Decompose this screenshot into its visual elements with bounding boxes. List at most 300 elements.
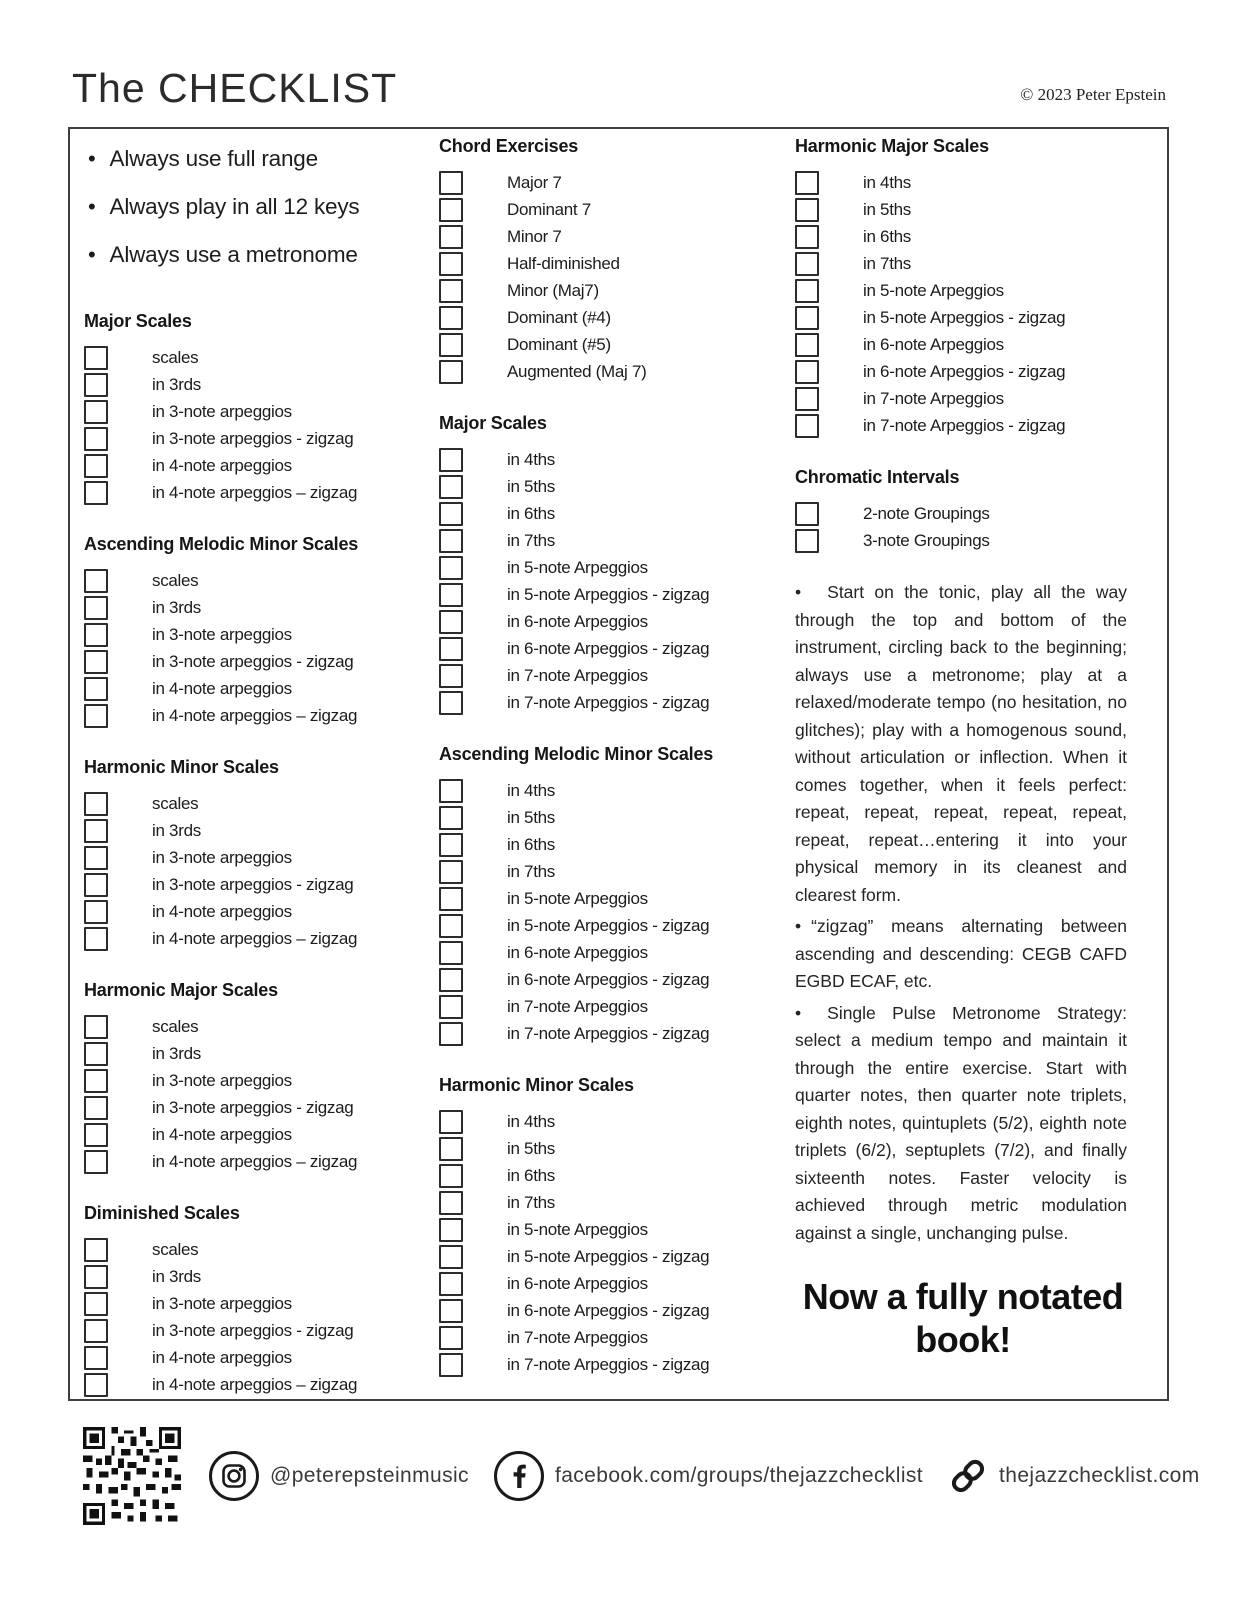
checkbox[interactable]: [84, 373, 108, 397]
section-heading: Major Scales: [84, 311, 192, 331]
checklist-item-label: in 7-note Arpeggios: [507, 997, 648, 1016]
checklist-item: [795, 306, 1131, 330]
checklist-item: [439, 448, 795, 472]
checklist-item-label: Major 7: [507, 173, 562, 192]
checkbox[interactable]: [84, 1069, 108, 1093]
checkbox[interactable]: [439, 1326, 463, 1350]
checkbox[interactable]: [439, 779, 463, 803]
checklist-item: [795, 360, 1131, 384]
checklist-item-label: in 7ths: [507, 531, 555, 550]
checklist-item-label: Minor (Maj7): [507, 281, 599, 300]
checkbox[interactable]: [795, 252, 819, 276]
checklist-item: [439, 252, 795, 276]
checkbox[interactable]: [795, 198, 819, 222]
checklist-item-label: in 5ths: [863, 200, 911, 219]
checklist-item-label: in 6-note Arpeggios: [863, 335, 1004, 354]
checkbox[interactable]: [84, 1373, 108, 1397]
checklist-item: [439, 198, 795, 222]
checkbox[interactable]: [84, 1015, 108, 1039]
checklist-item: [84, 1238, 439, 1262]
checklist-item: [84, 1042, 439, 1066]
column-left-sections: [84, 312, 439, 1397]
rule-item: [88, 145, 439, 172]
checklist-section: [439, 745, 795, 1046]
checklist-item-label: in 4-note arpeggios – zigzag: [152, 929, 358, 948]
checklist-section: [84, 758, 439, 951]
checklist: [84, 1238, 439, 1397]
checklist-item: [84, 927, 439, 951]
checkbox[interactable]: [84, 623, 108, 647]
checklist-item-label: in 3rds: [152, 821, 201, 840]
checklist-item: [439, 887, 795, 911]
checklist-section: [439, 1076, 795, 1377]
checklist-item: [84, 1123, 439, 1147]
checklist-item: [439, 779, 795, 803]
checklist-item-label: in 3-note arpeggios - zigzag: [152, 429, 354, 448]
checklist-item-label: in 3-note arpeggios - zigzag: [152, 875, 354, 894]
checkbox[interactable]: [439, 529, 463, 553]
bullet-icon: •: [795, 1002, 802, 1023]
checklist-item: [439, 225, 795, 249]
checkbox[interactable]: [795, 502, 819, 526]
checklist: [795, 171, 1131, 438]
checklist-item: [84, 792, 439, 816]
checklist-item-label: in 3-note arpeggios: [152, 1294, 292, 1313]
checklist-item: [84, 481, 439, 505]
checklist-item: [84, 650, 439, 674]
checklist-item-label: scales: [152, 1240, 199, 1259]
checklist: [439, 1110, 795, 1377]
checklist-item-label: 2-note Groupings: [863, 504, 990, 523]
checkbox[interactable]: [439, 860, 463, 884]
checkbox[interactable]: [439, 448, 463, 472]
checkbox[interactable]: [795, 333, 819, 357]
checkbox[interactable]: [795, 414, 819, 438]
checklist-item: [439, 171, 795, 195]
checklist-item-label: in 6-note Arpeggios: [507, 612, 648, 631]
checkbox[interactable]: [84, 1346, 108, 1370]
facebook-icon: [493, 1450, 545, 1502]
checkbox[interactable]: [439, 1245, 463, 1269]
checklist-item: [439, 968, 795, 992]
practice-note: [795, 579, 1127, 909]
checklist-item: [84, 873, 439, 897]
section-heading: Harmonic Minor Scales: [439, 1075, 634, 1095]
checklist-item: [439, 306, 795, 330]
checklist-item-label: in 4-note arpeggios: [152, 1348, 292, 1367]
checklist-item: [84, 623, 439, 647]
column-middle: [439, 137, 795, 1400]
checklist-item-label: 3-note Groupings: [863, 531, 990, 550]
column-left: [84, 137, 439, 1400]
checklist-item: [84, 1096, 439, 1120]
checklist-item-label: scales: [152, 794, 199, 813]
checklist: [84, 346, 439, 505]
checklist-item: [795, 387, 1131, 411]
checklist-item-label: in 5-note Arpeggios - zigzag: [507, 916, 710, 935]
checkbox[interactable]: [84, 900, 108, 924]
checkbox[interactable]: [795, 306, 819, 330]
qr-code: [80, 1424, 184, 1528]
checklist-item-label: in 7ths: [507, 862, 555, 881]
checklist-item: [84, 1015, 439, 1039]
practice-note: [795, 1000, 1127, 1248]
checklist-item: [439, 1272, 795, 1296]
facebook-url[interactable]: facebook.com/groups/thejazzchecklist: [554, 1464, 924, 1487]
instagram-link-group: [208, 1450, 469, 1502]
checkbox[interactable]: [84, 1123, 108, 1147]
checkbox[interactable]: [439, 995, 463, 1019]
checkbox[interactable]: [84, 792, 108, 816]
checkbox[interactable]: [84, 569, 108, 593]
checkbox[interactable]: [439, 691, 463, 715]
checklist-item-label: in 3-note arpeggios: [152, 625, 292, 644]
checklist-item: [84, 1069, 439, 1093]
section-heading: Chromatic Intervals: [795, 467, 960, 487]
checklist-item: [84, 1292, 439, 1316]
checkbox[interactable]: [439, 1299, 463, 1323]
checklist-item: [439, 279, 795, 303]
checklist-item: [439, 1353, 795, 1377]
checklist-item: [439, 995, 795, 1019]
section-heading: Harmonic Minor Scales: [84, 757, 279, 777]
section-heading: Ascending Melodic Minor Scales: [84, 534, 359, 554]
checkbox[interactable]: [84, 1042, 108, 1066]
checkbox[interactable]: [84, 1265, 108, 1289]
checklist: [795, 502, 1131, 553]
checklist-item-label: in 5-note Arpeggios: [507, 558, 648, 577]
checklist-item: [795, 333, 1131, 357]
checkbox[interactable]: [84, 1096, 108, 1120]
footer: [80, 1424, 1200, 1528]
bullet-icon: •: [795, 916, 802, 936]
bullet-icon: •: [795, 582, 802, 602]
checkbox[interactable]: [439, 1218, 463, 1242]
checkbox[interactable]: [84, 427, 108, 451]
promo-text: Now a fully notated book!: [802, 1276, 1124, 1361]
checkbox[interactable]: [439, 887, 463, 911]
checklist-item-label: in 4-note arpeggios: [152, 1125, 292, 1144]
checklist-item-label: in 6-note Arpeggios: [507, 943, 648, 962]
checklist-item-label: in 6-note Arpeggios - zigzag: [507, 1301, 710, 1320]
checklist-item: [795, 279, 1131, 303]
checklist-item: [439, 806, 795, 830]
checklist-section: [439, 137, 795, 384]
checkbox[interactable]: [84, 846, 108, 870]
checklist-item: [439, 475, 795, 499]
checklist-item: [439, 1022, 795, 1046]
checklist-item-label: in 7-note Arpeggios: [507, 666, 648, 685]
checkbox[interactable]: [84, 1238, 108, 1262]
checklist-section: [84, 312, 439, 505]
note-text: Single Pulse Metronome Strategy: select a medium tempo and maintain it through the entire exercise. Start with quarter notes, then quarter note triplets, eighth notes, quintuplets (5/2), eighth note triplets (6/2), septuplets (7/2), and finally sixteenth notes. Faster velocity is achieved through metric modulation against a single, unchanging pulse.: [795, 1002, 1127, 1243]
checklist-item: [84, 704, 439, 728]
checklist: [439, 779, 795, 1046]
rule-text: Always play in all 12 keys: [109, 194, 360, 219]
checklist-item-label: in 5ths: [507, 808, 555, 827]
section-heading: Chord Exercises: [439, 136, 579, 156]
checklist-item-label: in 3rds: [152, 598, 201, 617]
checkbox[interactable]: [439, 1022, 463, 1046]
checklist-item-label: in 4-note arpeggios – zigzag: [152, 483, 358, 502]
rule-text: Always use a metronome: [109, 242, 358, 267]
checklist-item-label: in 6ths: [863, 227, 911, 246]
checklist-item: [439, 1326, 795, 1350]
checklist-item-label: in 4ths: [507, 450, 555, 469]
checkbox[interactable]: [439, 637, 463, 661]
checklist-item-label: in 3-note arpeggios - zigzag: [152, 1321, 354, 1340]
checklist-item-label: Half-diminished: [507, 254, 620, 273]
checkbox[interactable]: [84, 677, 108, 701]
checklist-item-label: Augmented (Maj 7): [507, 362, 647, 381]
checklist-item-label: in 5-note Arpeggios: [863, 281, 1004, 300]
checklist-item-label: in 7-note Arpeggios - zigzag: [863, 416, 1066, 435]
checklist-item-label: in 4ths: [507, 1112, 555, 1131]
checklist-item: [84, 819, 439, 843]
checklist-section: [84, 1204, 439, 1397]
checkbox[interactable]: [795, 387, 819, 411]
checklist-item: [439, 333, 795, 357]
checklist-item: [439, 1218, 795, 1242]
checkbox[interactable]: [439, 475, 463, 499]
checklist-item-label: in 6ths: [507, 504, 555, 523]
bullet-icon: •: [88, 146, 96, 171]
checklist-item: [439, 914, 795, 938]
link-icon: [947, 1455, 989, 1497]
checkbox[interactable]: [439, 1164, 463, 1188]
checklist-item-label: scales: [152, 1017, 199, 1036]
checklist-item-label: Minor 7: [507, 227, 562, 246]
checklist-item-label: in 3-note arpeggios: [152, 402, 292, 421]
checklist-item: [795, 529, 1131, 553]
checklist-item: [439, 360, 795, 384]
checklist-item-label: in 5ths: [507, 477, 555, 496]
checklist-item-label: in 5-note Arpeggios: [507, 1220, 648, 1239]
checkbox[interactable]: [439, 279, 463, 303]
checklist-item-label: in 4-note arpeggios – zigzag: [152, 1375, 358, 1394]
checkbox[interactable]: [795, 360, 819, 384]
checklist-item: [439, 1164, 795, 1188]
bullet-icon: •: [88, 242, 96, 267]
column-middle-sections: [439, 137, 795, 1377]
checklist-item-label: in 4-note arpeggios: [152, 902, 292, 921]
checkbox[interactable]: [439, 225, 463, 249]
checklist-item-label: Dominant (#4): [507, 308, 611, 327]
checkbox[interactable]: [84, 400, 108, 424]
checklist-item: [84, 1346, 439, 1370]
instagram-handle[interactable]: @peterepsteinmusic: [270, 1464, 469, 1487]
checklist-section: [84, 535, 439, 728]
checkbox[interactable]: [84, 873, 108, 897]
checklist-item: [439, 556, 795, 580]
section-heading: Harmonic Major Scales: [84, 980, 278, 1000]
checkbox[interactable]: [439, 914, 463, 938]
checkbox[interactable]: [439, 1353, 463, 1377]
checklist-item-label: in 4-note arpeggios: [152, 679, 292, 698]
section-heading: Harmonic Major Scales: [795, 136, 989, 156]
checkbox[interactable]: [84, 596, 108, 620]
rules-list: [88, 145, 439, 268]
checklist-item-label: in 7-note Arpeggios - zigzag: [507, 1024, 710, 1043]
checklist-item-label: in 3rds: [152, 1267, 201, 1286]
checklist-item: [84, 1150, 439, 1174]
checkbox[interactable]: [439, 1137, 463, 1161]
checkbox[interactable]: [439, 360, 463, 384]
checklist-item-label: in 5-note Arpeggios - zigzag: [507, 1247, 710, 1266]
checklist-item-label: in 7-note Arpeggios: [507, 1328, 648, 1347]
checklist-item-label: in 3rds: [152, 375, 201, 394]
checklist-item-label: in 6ths: [507, 835, 555, 854]
checklist-item: [439, 1191, 795, 1215]
checklist-item-label: scales: [152, 348, 199, 367]
checklist-item: [439, 583, 795, 607]
checkbox[interactable]: [439, 171, 463, 195]
checklist-item-label: in 7-note Arpeggios - zigzag: [507, 693, 710, 712]
checkbox[interactable]: [84, 346, 108, 370]
checklist-item-label: in 6-note Arpeggios - zigzag: [507, 970, 710, 989]
checklist-item: [439, 691, 795, 715]
note-text: Start on the tonic, play all the way through the top and bottom of the instrument, circling back to the beginning; always use a metronome; play at a relaxed/moderate tempo (no hesitation, no glitches); play with a homogenous sound, without articulation or inflection. When it comes together, when it feels perfect: repeat, repeat, repeat, repeat, repeat, repeat, repeat…entering it into your physical memory in its cleanest and clearest form.: [795, 582, 1127, 905]
checklist-item-label: in 3-note arpeggios: [152, 1071, 292, 1090]
checkbox[interactable]: [439, 806, 463, 830]
checklist-item: [439, 610, 795, 634]
checkbox[interactable]: [439, 556, 463, 580]
checklist-item: [84, 596, 439, 620]
checkbox[interactable]: [84, 819, 108, 843]
checkbox[interactable]: [439, 333, 463, 357]
rule-item: [88, 193, 439, 220]
checklist-item: [84, 846, 439, 870]
checkbox[interactable]: [439, 252, 463, 276]
website-url[interactable]: thejazzchecklist.com: [999, 1464, 1200, 1487]
checklist-item-label: in 6-note Arpeggios - zigzag: [507, 639, 710, 658]
checkbox[interactable]: [439, 198, 463, 222]
checkbox[interactable]: [439, 306, 463, 330]
checklist-item: [439, 664, 795, 688]
header: [72, 65, 1166, 111]
checklist-item-label: in 5-note Arpeggios - zigzag: [507, 585, 710, 604]
checkbox[interactable]: [84, 1292, 108, 1316]
checklist-section: [795, 468, 1131, 553]
checklist-item-label: in 5ths: [507, 1139, 555, 1158]
checklist-item: [84, 569, 439, 593]
checklist-item-label: in 5-note Arpeggios - zigzag: [863, 308, 1066, 327]
checkbox[interactable]: [439, 1191, 463, 1215]
checkbox[interactable]: [795, 225, 819, 249]
checkbox[interactable]: [84, 1150, 108, 1174]
checklist-item-label: in 3-note arpeggios - zigzag: [152, 652, 354, 671]
page-title: The CHECKLIST: [72, 65, 398, 111]
checklist-item: [795, 414, 1131, 438]
instagram-icon: [208, 1450, 260, 1502]
checklist-item-label: in 3rds: [152, 1044, 201, 1063]
checklist-section: [84, 981, 439, 1174]
checklist-item-label: in 4-note arpeggios – zigzag: [152, 1152, 358, 1171]
checkbox[interactable]: [439, 833, 463, 857]
checklist-item: [84, 900, 439, 924]
checkbox[interactable]: [84, 481, 108, 505]
checklist-section: [795, 137, 1131, 438]
checklist-item: [84, 400, 439, 424]
practice-notes: [795, 579, 1127, 1247]
checklist-item: [795, 502, 1131, 526]
rule-text: Always use full range: [109, 146, 318, 171]
checkbox[interactable]: [439, 583, 463, 607]
website-link-group: [947, 1455, 1200, 1497]
checklist-item-label: Dominant (#5): [507, 335, 611, 354]
checkbox[interactable]: [84, 927, 108, 951]
practice-note: [795, 913, 1127, 996]
rule-item: [88, 241, 439, 268]
checkbox[interactable]: [84, 454, 108, 478]
checkbox[interactable]: [439, 664, 463, 688]
checkbox[interactable]: [84, 1319, 108, 1343]
checklist-item-label: in 7-note Arpeggios: [863, 389, 1004, 408]
checklist-item-label: scales: [152, 571, 199, 590]
checklist: [84, 792, 439, 951]
copyright-notice: © 2023 Peter Epstein: [1020, 85, 1166, 104]
checklist-item: [84, 1373, 439, 1397]
checklist: [84, 1015, 439, 1174]
checklist-item-label: in 4-note arpeggios: [152, 456, 292, 475]
checklist: [439, 171, 795, 384]
checkbox[interactable]: [795, 279, 819, 303]
column-right-sections: [795, 137, 1131, 553]
checkbox[interactable]: [439, 1272, 463, 1296]
facebook-link-group: [493, 1450, 923, 1502]
bullet-icon: •: [88, 194, 96, 219]
checklist-item-label: in 7ths: [863, 254, 911, 273]
checklist-item: [439, 637, 795, 661]
checklist-item: [84, 346, 439, 370]
checkbox[interactable]: [439, 1110, 463, 1134]
checklist-item: [439, 1299, 795, 1323]
checklist-item: [439, 833, 795, 857]
checklist-item-label: in 4-note arpeggios – zigzag: [152, 706, 358, 725]
checkbox[interactable]: [439, 610, 463, 634]
checkbox[interactable]: [795, 529, 819, 553]
checklist-item: [439, 1137, 795, 1161]
checklist-item: [795, 252, 1131, 276]
main-checklist-box: [68, 127, 1169, 1401]
checklist-item: [84, 373, 439, 397]
checklist-item-label: in 3-note arpeggios: [152, 848, 292, 867]
checklist-item-label: in 4ths: [507, 781, 555, 800]
section-heading: Ascending Melodic Minor Scales: [439, 744, 714, 764]
checkbox[interactable]: [439, 941, 463, 965]
column-right: [795, 137, 1131, 1400]
checklist-item-label: in 6ths: [507, 1166, 555, 1185]
checklist-item-label: in 6-note Arpeggios: [507, 1274, 648, 1293]
section-heading: Diminished Scales: [84, 1203, 240, 1223]
checkbox[interactable]: [795, 171, 819, 195]
checkbox[interactable]: [84, 650, 108, 674]
checklist-item: [84, 1265, 439, 1289]
checklist-section: [439, 414, 795, 715]
checklist-item-label: in 7ths: [507, 1193, 555, 1212]
checklist-item-label: in 7-note Arpeggios - zigzag: [507, 1355, 710, 1374]
checklist-item: [439, 941, 795, 965]
checklist-item-label: in 4ths: [863, 173, 911, 192]
checklist-item: [795, 198, 1131, 222]
checkbox[interactable]: [84, 704, 108, 728]
checklist-item: [795, 225, 1131, 249]
note-text: “zigzag” means alternating between ascending and descending: CEGB CAFD EGBD ECAF, etc.: [795, 916, 1127, 991]
checklist-item-label: in 5-note Arpeggios: [507, 889, 648, 908]
checkbox[interactable]: [439, 968, 463, 992]
checkbox[interactable]: [439, 502, 463, 526]
section-heading: Major Scales: [439, 413, 547, 433]
